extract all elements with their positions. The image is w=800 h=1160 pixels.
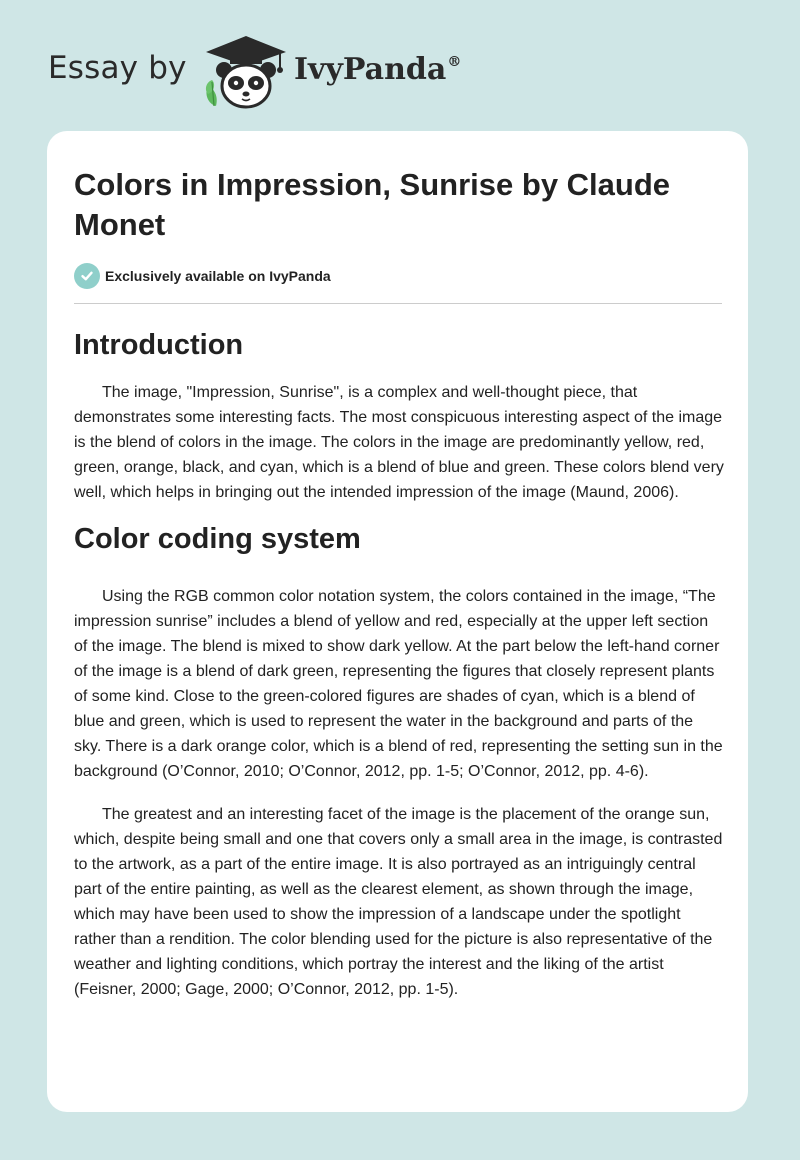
- section-heading-introduction: Introduction: [74, 329, 244, 361]
- paragraph: The greatest and an interesting facet of the image is the placement of the orange sun, which, despite being small and one that covers only a small area in the image, is contrasted to the artwork, as a part of the entire image. It is also portrayed as an intriguingly central part of the entire painting, as well as the clearest element, as shown through the image, which may have been used to show the impression of a landscape under the spotlight rather than a rendition. The color blending used for the picture is also representative of the weather and lighting conditions, which portray the interest and the liking of the artist (Feisner, 2000; Gage, 2000; O’Connor, 2012, pp. 1-5).: [74, 806, 723, 998]
- essay-by-label: Essay by: [48, 50, 187, 86]
- badge-text: Exclusively available on IvyPanda: [105, 268, 331, 284]
- paragraph: Using the RGB common color notation system, the colors contained in the image, “The impression sunrise” includes a blend of yellow and red, especially at the upper left section of the image. The blend is mixed to show dark yellow. At the part below the left-hand corner of the image is a blend of dark green, representing the figures that closely represent plants of some kind. Close to the green-colored figures are shades of cyan, which is a blend of blue and green, which is used to represent the water in the background and parts of the sky. There is a dark orange color, which is a blend of red, representing the setting sun in the background (O’Connor, 2010; O’Connor, 2012, pp. 1-5; O’Connor, 2012, pp. 4-6).: [74, 588, 723, 780]
- title-divider: [74, 303, 722, 304]
- panda-logo-icon[interactable]: [202, 34, 290, 110]
- essay-title: Colors in Impression, Sunrise by Claude Monet: [74, 167, 671, 242]
- section-heading-color-coding: Color coding system: [74, 523, 361, 555]
- essay-card: [47, 131, 748, 1112]
- exclusive-badge: [74, 263, 331, 289]
- registered-mark: ®: [447, 54, 462, 70]
- site-header: [48, 30, 548, 110]
- paragraph: The image, "Impression, Sunrise", is a complex and well-thought piece, that demonstrates some interesting facts. The most conspicuous interesting aspect of the image is the blend of colors in the image. The colors in the image are predominantly yellow, red, green, orange, black, and cyan, which is a blend of blue and green. These colors blend very well, which helps in bringing out the intended impression of the image (Maund, 2006).: [74, 384, 724, 501]
- check-icon: [74, 263, 100, 289]
- essay-body: [74, 321, 724, 1002]
- brand-name: IvyPanda®: [294, 52, 462, 87]
